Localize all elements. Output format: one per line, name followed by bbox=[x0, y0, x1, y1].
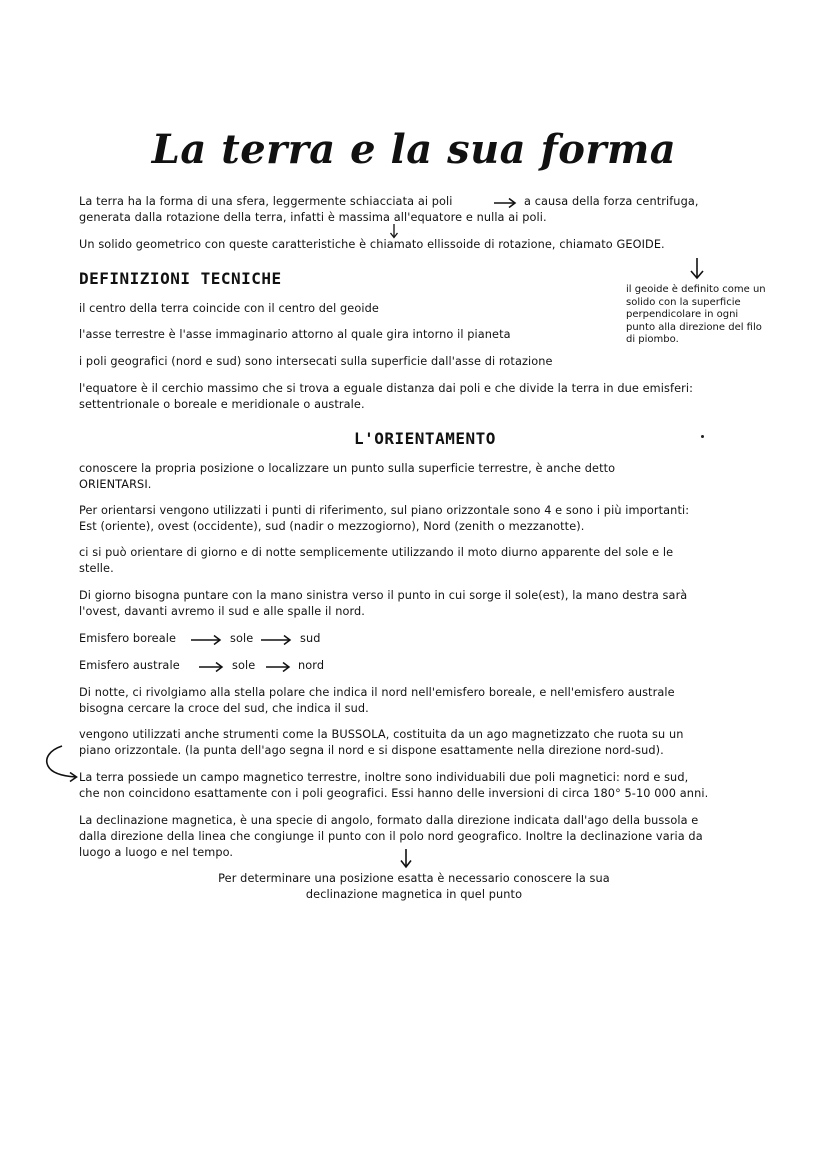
paragraph-line: conoscere la propria posizione o localizzare un punto sulla superficie terrestre, è anche detto bbox=[79, 462, 616, 475]
definition-item: l'asse terrestre è l'asse immaginario attorno al quale gira intorno il pianeta bbox=[79, 328, 511, 341]
paragraph-line: che non coincidono esattamente con i poli geografici. Essi hanno delle inversioni di circa 180° 5-10 000 anni. bbox=[79, 787, 709, 800]
arrow-down-icon bbox=[398, 848, 414, 870]
paragraph-line: Di notte, ci rivolgiamo alla stella polare che indica il nord nell'emisfero boreale, e nell'emisfero australe bbox=[79, 686, 675, 699]
side-note-line: di piombo. bbox=[626, 334, 679, 345]
side-note-line: punto alla direzione del filo bbox=[626, 321, 762, 333]
curved-arrow-icon bbox=[42, 742, 82, 784]
paragraph-line: La declinazione magnetica, è una specie di angolo, formato dalla direzione indicata dall'ago della bussola e bbox=[79, 814, 699, 827]
paragraph-line: stelle. bbox=[79, 562, 114, 575]
arrow-right-icon bbox=[260, 634, 294, 646]
side-note-line: perpendicolare in ogni bbox=[626, 309, 739, 320]
side-note-line: il geoide è definito come un bbox=[626, 284, 766, 295]
emisfero-australe-end: nord bbox=[298, 659, 325, 672]
intro-line-1a: La terra ha la forma di una sfera, leggermente schiacciata ai poli bbox=[79, 195, 453, 208]
arrow-right-icon bbox=[190, 634, 224, 646]
paragraph-line: dalla direzione della linea che congiunge il punto con il polo nord geografico. Inoltre la declinazione varia da bbox=[79, 830, 703, 843]
arrow-down-icon bbox=[688, 257, 706, 281]
paragraph-line: ci si può orientare di giorno e di notte semplicemente utilizzando il moto diurno apparente del sole e le bbox=[79, 546, 674, 559]
paragraph-line: vengono utilizzati anche strumenti come la BUSSOLA, costituita da un ago magnetizzato che ruota su un bbox=[79, 728, 684, 741]
intro-line-1b: a causa della forza centrifuga, bbox=[524, 195, 699, 208]
emisfero-boreale-label: Emisfero boreale bbox=[79, 632, 177, 645]
emisfero-boreale-mid: sole bbox=[230, 632, 254, 645]
intro-line-2: generata dalla rotazione della terra, infatti è massima all'equatore e nulla ai poli. bbox=[79, 211, 547, 224]
conclusion-line-1: Per determinare una posizione esatta è necessario conoscere la sua bbox=[218, 872, 610, 885]
side-note bbox=[626, 284, 766, 347]
section-heading-orientamento: L'ORIENTAMENTO bbox=[354, 429, 496, 448]
paragraph-line: Per orientarsi vengono utilizzati i punti di riferimento, sul piano orizzontale sono 4 e sono i più importanti: bbox=[79, 504, 690, 517]
arrow-right-icon bbox=[493, 197, 519, 209]
section-heading-definizioni: DEFINIZIONI TECNICHE bbox=[79, 269, 282, 288]
paragraph-line: luogo a luogo e nel tempo. bbox=[79, 846, 234, 859]
definition-equatore-line-1: l'equatore è il cerchio massimo che si trova a eguale distanza dai poli e che divide la terra in due emisferi: bbox=[79, 382, 694, 395]
definition-item: il centro della terra coincide con il centro del geoide bbox=[79, 302, 379, 315]
page-title: La terra e la sua forma bbox=[151, 126, 677, 173]
paragraph-line: bisogna cercare la croce del sud, che indica il sud. bbox=[79, 702, 369, 715]
paragraph-line: piano orizzontale. (la punta dell'ago segna il nord e si dispone esattamente nella direzione nord-sud). bbox=[79, 744, 664, 757]
arrow-right-icon bbox=[265, 661, 293, 673]
side-note-line: solido con la superficie bbox=[626, 296, 741, 308]
arrow-right-icon bbox=[198, 661, 226, 673]
intro-line-3: Un solido geometrico con queste caratteristiche è chiamato ellissoide di rotazione, chiamato GEOIDE. bbox=[79, 238, 665, 251]
paragraph-line: La terra possiede un campo magnetico terrestre, inoltre sono individuabili due poli magnetici: nord e sud, bbox=[79, 771, 689, 784]
stray-dot bbox=[701, 435, 704, 438]
paragraph-line: Est (oriente), ovest (occidente), sud (nadir o mezzogiorno), Nord (zenith o mezzanotte). bbox=[79, 520, 585, 533]
definition-item: i poli geografici (nord e sud) sono intersecati sulla superficie dall'asse di rotazione bbox=[79, 355, 553, 368]
paragraph-line: l'ovest, davanti avremo il sud e alle spalle il nord. bbox=[79, 605, 365, 618]
paragraph-line: ORIENTARSI. bbox=[79, 478, 152, 491]
definition-equatore-line-2: settentrionale o boreale e meridionale o australe. bbox=[79, 398, 365, 411]
emisfero-australe-label: Emisfero australe bbox=[79, 659, 180, 672]
emisfero-boreale-end: sud bbox=[300, 632, 321, 645]
emisfero-australe-mid: sole bbox=[232, 659, 256, 672]
paragraph-line: Di giorno bisogna puntare con la mano sinistra verso il punto in cui sorge il sole(est), la mano destra sarà bbox=[79, 589, 688, 602]
conclusion-line-2: declinazione magnetica in quel punto bbox=[305, 888, 523, 901]
